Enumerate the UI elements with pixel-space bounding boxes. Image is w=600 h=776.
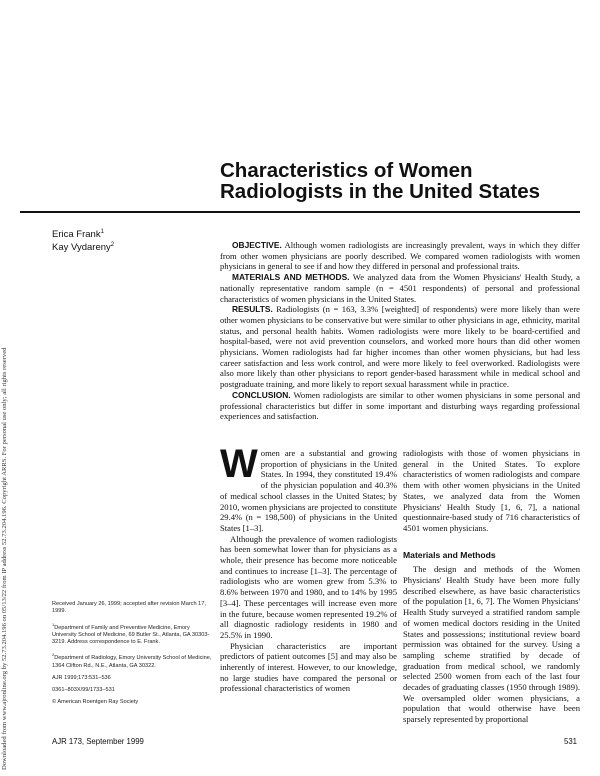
page-number: 531 <box>564 737 578 746</box>
body-paragraph: Although the prevalence of women radiologists has been somewhat lower than for physicians as a whole, their presence has become more noticeable and continues to increase [1–3]. The percentage of radiologists who are women grew from 5.3% to 8.6% between 1970 and 1980, and to 14% by 1995 [3–4]. These percentages will increase even more in the future, because women represented 19.2% of all diagnostic radiology residents in 1980 and 25.5% in 1990. <box>220 533 397 640</box>
body-paragraph: The design and methods of the Women Physicians' Health Study have been more fully described elsewhere, as have basic characteristics of the population [1, 6, 7]. The Women Physicians' Health Study surveyed a stratified random sample of women medical doctors residing in the United States and possessions; institutional review board permission was obtained for the survey. Using a sampling scheme stratified by decade of graduation from medical school, we randomly selected 2500 women from each of the last four decades of graduating classes (1950 through 1989). We oversampled older women physicians, a population that would otherwise have been sparsely represented by proportional <box>403 564 580 725</box>
received-note: Received January 26, 1999; accepted after revision March 17, 1999. <box>52 601 206 615</box>
author: Kay Vydareny$^2$ <box>52 242 115 254</box>
body-column-1 <box>220 442 397 694</box>
body-paragraph: Women are a substantial and growing proportion of physicians in the United States. In 1994, they constituted 19.4% of the physician population and 40.3% of medical school classes in the United States; by 2010, women physicians are projected to constitute 29.4% (n = 198,500) of physicians in the United States [1–3]. <box>220 442 397 533</box>
author: Erica Frank$^1$ <box>52 229 104 241</box>
copyright-note: © American Roentgen Ray Society <box>52 699 139 706</box>
author-list <box>52 227 114 253</box>
abstract-conclusion: CONCLUSION. Women radiologists are similar to other women physicians in some personal and professional characteristics but differ in some important and disturbing ways regarding professional experiences and satisfaction. <box>220 389 580 422</box>
abstract-methods: MATERIALS AND METHODS. We analyzed data from the Women Physicians' Health Study, a nationally representative random sample (n = 4501 respondents) of personal and professional characteristics of women physicians in the United States. <box>220 272 580 304</box>
citation-note: AJR 1999;173:531–536 <box>52 674 111 681</box>
issn-note: 0361–803X/99/1733–531 <box>52 687 115 694</box>
title-line-2: Radiologists in the United States <box>220 180 541 203</box>
affiliation-1: $^1$Department of Family and Preventive Medicine, Emory University School of Medicine, 69 Butler St., Atlanta, GA 30303-3219. Address correspondence to E. Frank. <box>52 621 210 646</box>
journal-footer: AJR 173, September 1999 <box>52 737 144 746</box>
abstract-objective: OBJECTIVE. Although women radiologists are increasingly prevalent, ways in which they differ from other women physicians are poorly described. We compared women radiologists with women physicians in general to see if and how they differed in personal and professional traits. <box>220 240 580 272</box>
body-paragraph: radiologists with those of women physicians in general in the United States. To explore characteristics of women radiologists and compare them with other women physicians in the United States, we analyzed data from the Women Physicians' Health Study [1, 6, 7], a national questionnaire-based study of 716 characteristics of 4501 women physicians. <box>403 448 580 533</box>
footnotes <box>52 601 212 712</box>
abstract <box>220 240 580 422</box>
affiliation-2: $^2$Department of Radiology, Emory University School of Medicine, 1364 Clifton Rd., N.E., Atlanta, GA 30322. <box>52 652 212 669</box>
section-heading: Materials and Methods <box>403 549 496 560</box>
download-notice: Downloaded from www.ajronline.org by 52.73.204.196 on 05/13/22 from IP address 52.73.204.196. Copyright ARRS. For personal use only; all rights reserved <box>1 347 8 770</box>
article-title <box>220 160 540 202</box>
drop-cap: W <box>220 442 258 486</box>
title-line-1: Characteristics of Women <box>220 159 473 182</box>
body-paragraph: Physician characteristics are important predictors of patient outcomes [5] and may also be inherently of interest. However, to our knowledge, no large studies have compared the personal or professional characteristics of women <box>220 640 397 694</box>
body-column-2 <box>403 448 580 725</box>
title-rule <box>20 211 580 213</box>
abstract-results: RESULTS. Radiologists (n = 163, 3.3% [weighted] of respondents) were more likely than were other women physicians to be conservative but were similar to other physicians in age, ethnicity, marital status, and personal health habits. Women radiologists were more likely to be board-certified and hospital-based, were not avid prevention counselors, and worked more hours than did other women physicians. Women radiologists had far higher incomes than other women physicians, but had less career satisfaction and less work control, and were more likely to feel overworked. Radiologists were also more likely than other physicians to report gender-based harassment while in medical school and postgraduate training, and more likely to report sexual harassment while in practice. <box>220 304 580 390</box>
